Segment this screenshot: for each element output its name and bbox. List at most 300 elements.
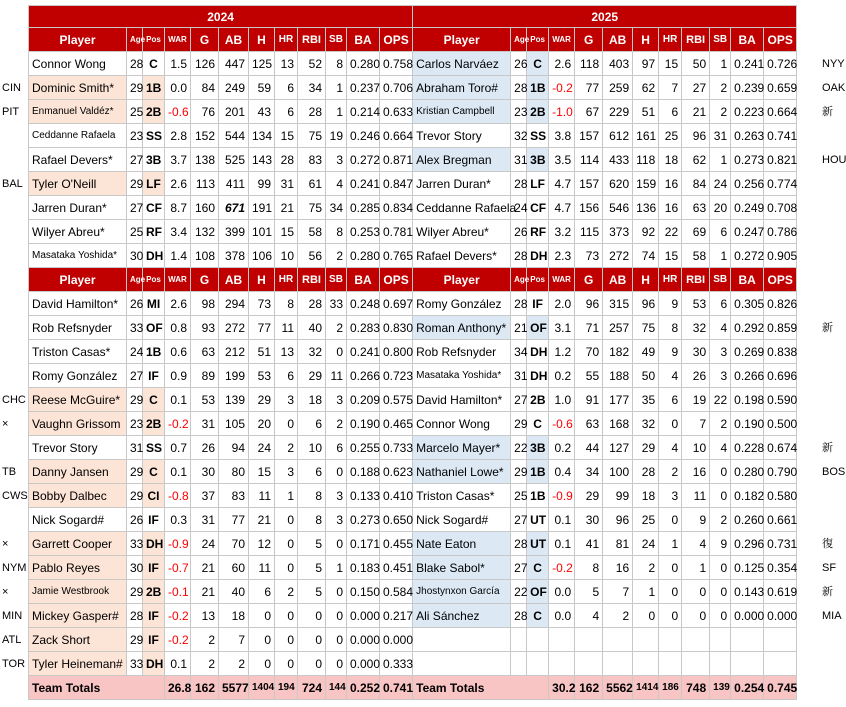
cell-ba: 0.273 [347, 508, 380, 532]
column-header: Pos [143, 268, 165, 292]
cell-age: 29 [127, 76, 143, 100]
cell-sb: 2 [326, 412, 347, 436]
column-header: SB [326, 28, 347, 52]
column-header: Age [511, 28, 527, 52]
cell-age: 26 [511, 52, 527, 76]
cell-h: 1 [633, 580, 659, 604]
cell-war: 4.7 [549, 172, 575, 196]
table-row [29, 556, 797, 580]
cell-ba: 0.241 [731, 52, 764, 76]
cell-ab: 127 [603, 436, 633, 460]
cell-ba: 0.266 [731, 364, 764, 388]
cell-age: 29 [127, 580, 143, 604]
cell-h: 51 [249, 340, 275, 364]
cell-g: 118 [575, 52, 603, 76]
cell-ba: 0.280 [347, 52, 380, 76]
cell-hr: 0 [659, 508, 682, 532]
cell-name: Blake Sabol* [413, 556, 511, 580]
cell-age: 26 [127, 292, 143, 316]
cell-name: Marcelo Mayer* [413, 436, 511, 460]
cell-h: 20 [249, 412, 275, 436]
cell-sb: 2 [710, 100, 731, 124]
total-g: 162 [191, 676, 219, 700]
cell-h: 2 [633, 556, 659, 580]
cell-rbi [682, 652, 710, 676]
cell-age: 28 [511, 292, 527, 316]
cell-ab: 399 [219, 220, 249, 244]
cell-pos: SS [527, 124, 549, 148]
table-row [29, 244, 797, 268]
cell-war: 0.4 [549, 460, 575, 484]
team-tag-right: MIA [822, 609, 842, 622]
cell-rbi: 19 [682, 388, 710, 412]
cell-name: Ceddanne Rafaela [29, 124, 127, 148]
team-tag-right [822, 388, 845, 412]
cell-name: Tyler O'Neill [29, 172, 127, 196]
cell-rbi [682, 628, 710, 652]
cell-name: David Hamilton* [29, 292, 127, 316]
cell-war: -0.2 [549, 556, 575, 580]
cell-war: -0.2 [165, 604, 191, 628]
cell-ops: 0.821 [764, 148, 797, 172]
cell-rbi: 6 [298, 412, 326, 436]
cell-war: 0.9 [165, 364, 191, 388]
cell-name: Trevor Story [29, 436, 127, 460]
cell-h: 92 [633, 220, 659, 244]
cell-ab: 7 [219, 628, 249, 652]
cell-name: Rafael Devers* [29, 148, 127, 172]
cell-war [549, 628, 575, 652]
cell-g [575, 628, 603, 652]
team-totals-row [29, 676, 797, 700]
cell-ops: 0.000 [380, 628, 413, 652]
cell-name: Triston Casas* [413, 484, 511, 508]
cell-name: Ceddanne Rafaela [413, 196, 511, 220]
cell-ab: 40 [219, 580, 249, 604]
cell-h: 143 [249, 148, 275, 172]
cell-sb: 1 [326, 556, 347, 580]
column-header: BA [347, 28, 380, 52]
cell-age: 27 [127, 364, 143, 388]
team-tag-left [0, 244, 30, 268]
cell-pos: OF [527, 580, 549, 604]
cell-ops: 0.733 [380, 436, 413, 460]
cell-sb: 2 [326, 316, 347, 340]
cell-sb: 0 [326, 652, 347, 676]
column-header: Player [29, 28, 127, 52]
column-header: RBI [682, 28, 710, 52]
year-header: 2024 [29, 6, 413, 28]
cell-name: Romy González [29, 364, 127, 388]
cell-ops: 0.633 [380, 100, 413, 124]
cell-ops: 0.650 [380, 508, 413, 532]
cell-g: 96 [575, 292, 603, 316]
cell-ops: 0.723 [380, 364, 413, 388]
cell-ab: 620 [603, 172, 633, 196]
cell-name: Jamie Westbrook [29, 580, 127, 604]
cell-ab: 315 [603, 292, 633, 316]
column-header: RBI [298, 28, 326, 52]
cell-sb: 0 [326, 340, 347, 364]
cell-war: -0.6 [549, 412, 575, 436]
team-tag-right: BOS [822, 465, 846, 478]
cell-ops: 0.354 [764, 556, 797, 580]
cell-h: 51 [633, 100, 659, 124]
column-header: WAR [549, 268, 575, 292]
team-tag-left [0, 340, 30, 364]
cell-age: 27 [127, 196, 143, 220]
cell-ops: 0.580 [764, 484, 797, 508]
cell-g: 71 [575, 316, 603, 340]
cell-rbi: 10 [682, 436, 710, 460]
cell-rbi: 96 [682, 124, 710, 148]
cell-war [549, 652, 575, 676]
column-header: Player [413, 268, 511, 292]
cell-ba: 0.241 [347, 172, 380, 196]
cell-sb: 0 [710, 460, 731, 484]
cell-ops: 0.333 [380, 652, 413, 676]
cell-name: Connor Wong [29, 52, 127, 76]
cell-ab: 199 [219, 364, 249, 388]
column-header: AB [603, 28, 633, 52]
cell-pos: IF [143, 556, 165, 580]
cell-hr: 1 [275, 484, 298, 508]
cell-pos: 1B [143, 76, 165, 100]
cell-hr: 0 [275, 532, 298, 556]
cell-ba: 0.296 [731, 532, 764, 556]
cell-name: Nathaniel Lowe* [413, 460, 511, 484]
cell-ba: 0.000 [347, 604, 380, 628]
cell-ops: 0.830 [380, 316, 413, 340]
cell-hr: 6 [275, 76, 298, 100]
cell-age: 29 [127, 484, 143, 508]
cell-h: 18 [633, 484, 659, 508]
cell-name: Romy González [413, 292, 511, 316]
column-header: WAR [165, 28, 191, 52]
cell-age: 28 [511, 172, 527, 196]
cell-hr: 15 [275, 220, 298, 244]
cell-h: 49 [633, 340, 659, 364]
cell-name: Masataka Yoshida* [413, 364, 511, 388]
cell-sb: 19 [326, 124, 347, 148]
team-tag-right: 新 [822, 105, 833, 118]
cell-pos [527, 652, 549, 676]
table-row [29, 76, 797, 100]
cell-hr: 0 [275, 556, 298, 580]
cell-g: 2 [191, 652, 219, 676]
cell-sb: 4 [326, 172, 347, 196]
cell-age: 32 [511, 124, 527, 148]
cell-age: 33 [127, 652, 143, 676]
team-tag-left: ATL [2, 633, 22, 646]
cell-g: 31 [191, 508, 219, 532]
column-header: Pos [143, 28, 165, 52]
cell-ops: 0.584 [380, 580, 413, 604]
cell-hr: 0 [275, 652, 298, 676]
cell-ab [603, 628, 633, 652]
cell-ab: 100 [603, 460, 633, 484]
cell-name: Triston Casas* [29, 340, 127, 364]
cell-g: 108 [191, 244, 219, 268]
cell-hr: 4 [659, 364, 682, 388]
cell-hr: 31 [275, 172, 298, 196]
cell-sb: 2 [710, 508, 731, 532]
cell-h: 101 [249, 220, 275, 244]
table-row [29, 532, 797, 556]
cell-sb: 1 [326, 100, 347, 124]
cell-h: 11 [249, 484, 275, 508]
cell-age: 28 [511, 604, 527, 628]
cell-rbi: 9 [682, 508, 710, 532]
cell-war: -0.2 [165, 628, 191, 652]
team-tag-left [0, 148, 30, 172]
cell-sb: 0 [326, 532, 347, 556]
cell-g: 37 [191, 484, 219, 508]
cell-rbi: 75 [298, 124, 326, 148]
cell-war: 2.3 [549, 244, 575, 268]
cell-sb: 8 [326, 220, 347, 244]
cell-g: 53 [191, 388, 219, 412]
cell-pos: 2B [527, 388, 549, 412]
cell-rbi: 50 [682, 52, 710, 76]
cell-rbi: 0 [682, 604, 710, 628]
cell-hr: 6 [659, 100, 682, 124]
cell-name: Kristian Campbell [413, 100, 511, 124]
cell-sb: 2 [710, 76, 731, 100]
cell-sb: 1 [710, 148, 731, 172]
cell-hr: 4 [659, 436, 682, 460]
cell-hr: 9 [659, 340, 682, 364]
cell-age: 26 [127, 508, 143, 532]
cell-hr: 0 [659, 412, 682, 436]
column-header: G [575, 28, 603, 52]
column-header-row [29, 268, 797, 292]
cell-ab: 96 [603, 508, 633, 532]
total-h: 1414 [633, 676, 659, 700]
cell-ba: 0.248 [347, 292, 380, 316]
cell-ab: 447 [219, 52, 249, 76]
table-row [29, 316, 797, 340]
cell-sb: 3 [710, 340, 731, 364]
cell-ab: 272 [219, 316, 249, 340]
cell-h: 0 [633, 604, 659, 628]
cell-h: 50 [633, 364, 659, 388]
cell-g: 13 [191, 604, 219, 628]
cell-war: -0.2 [165, 412, 191, 436]
cell-hr: 0 [659, 580, 682, 604]
table-row [29, 628, 797, 652]
cell-g: 29 [575, 484, 603, 508]
cell-g: 77 [575, 76, 603, 100]
cell-h: 125 [249, 52, 275, 76]
cell-ops: 0.451 [380, 556, 413, 580]
cell-h: 11 [249, 556, 275, 580]
cell-name: Bobby Dalbec [29, 484, 127, 508]
cell-rbi: 28 [298, 292, 326, 316]
cell-hr: 2 [275, 436, 298, 460]
cell-ba [731, 652, 764, 676]
cell-hr: 16 [659, 196, 682, 220]
cell-war: 8.7 [165, 196, 191, 220]
cell-rbi: 0 [298, 652, 326, 676]
column-header: HR [275, 28, 298, 52]
column-header: OPS [380, 268, 413, 292]
cell-pos: C [143, 52, 165, 76]
cell-g: 63 [575, 412, 603, 436]
cell-war: 2.6 [165, 292, 191, 316]
cell-h: 6 [249, 580, 275, 604]
cell-pos: DH [143, 244, 165, 268]
team-tag-right [822, 220, 845, 244]
total-ab: 5577 [219, 676, 249, 700]
cell-sb: 0 [710, 556, 731, 580]
cell-h: 24 [633, 532, 659, 556]
column-header: BA [731, 268, 764, 292]
cell-sb: 8 [326, 52, 347, 76]
team-tag-right [822, 364, 845, 388]
cell-hr: 0 [275, 508, 298, 532]
cell-ab: 373 [603, 220, 633, 244]
team-tag-left [0, 364, 30, 388]
team-tag-left: × [2, 417, 9, 430]
cell-h [633, 628, 659, 652]
cell-ba: 0.260 [731, 508, 764, 532]
cell-sb: 3 [326, 148, 347, 172]
cell-g: 41 [575, 532, 603, 556]
totals-label: Team Totals [29, 676, 165, 700]
cell-h: 53 [249, 364, 275, 388]
cell-hr: 13 [275, 52, 298, 76]
cell-rbi: 0 [298, 628, 326, 652]
cell-rbi: 61 [298, 172, 326, 196]
column-header: OPS [764, 268, 797, 292]
cell-age: 31 [127, 436, 143, 460]
cell-war: -0.9 [165, 532, 191, 556]
column-header: HR [659, 268, 682, 292]
cell-sb: 34 [326, 196, 347, 220]
cell-ops: 0.800 [380, 340, 413, 364]
cell-name: Wilyer Abreu* [413, 220, 511, 244]
cell-pos: 2B [143, 100, 165, 124]
team-tag-right: NYY [822, 57, 845, 70]
column-header: G [191, 268, 219, 292]
team-tag-left: PIT [2, 105, 20, 118]
cell-age: 30 [127, 556, 143, 580]
cell-ops: 0.619 [764, 580, 797, 604]
cell-rbi: 30 [682, 340, 710, 364]
cell-g: 5 [575, 580, 603, 604]
cell-rbi: 29 [298, 364, 326, 388]
cell-rbi: 83 [298, 148, 326, 172]
cell-ba: 0.228 [731, 436, 764, 460]
table-row [29, 292, 797, 316]
cell-h: 75 [633, 316, 659, 340]
cell-war: 3.7 [165, 148, 191, 172]
total-war: 26.8 [165, 676, 191, 700]
cell-ops: 0.000 [764, 604, 797, 628]
team-tag-right: 復 [822, 537, 833, 550]
cell-hr: 9 [659, 292, 682, 316]
cell-sb: 0 [710, 604, 731, 628]
team-tag-left: CIN [2, 81, 21, 94]
totals-label: Team Totals [413, 676, 549, 700]
team-tag-right: SF [822, 561, 837, 574]
cell-age: 29 [127, 628, 143, 652]
cell-hr: 13 [275, 340, 298, 364]
cell-g: 113 [191, 172, 219, 196]
cell-hr: 15 [659, 244, 682, 268]
column-header: Age [127, 28, 143, 52]
cell-age: 28 [127, 52, 143, 76]
cell-age: 29 [511, 460, 527, 484]
cell-ab: 70 [219, 532, 249, 556]
cell-ab: 168 [603, 412, 633, 436]
cell-name: Enmanuel Valdéz* [29, 100, 127, 124]
cell-name [413, 652, 511, 676]
cell-ops: 0.664 [764, 100, 797, 124]
cell-ba: 0.285 [347, 196, 380, 220]
cell-h: 43 [249, 100, 275, 124]
column-header: OPS [380, 28, 413, 52]
cell-pos: C [143, 460, 165, 484]
cell-h: 0 [249, 604, 275, 628]
cell-ab: 18 [219, 604, 249, 628]
cell-ba: 0.249 [731, 196, 764, 220]
cell-ba: 0.283 [347, 316, 380, 340]
cell-name: Jarren Duran* [29, 196, 127, 220]
table-row [29, 196, 797, 220]
cell-pos: 3B [143, 148, 165, 172]
cell-ab [603, 652, 633, 676]
cell-h: 96 [633, 292, 659, 316]
cell-ab: 229 [603, 100, 633, 124]
cell-war: 0.7 [165, 436, 191, 460]
cell-name: Dominic Smith* [29, 76, 127, 100]
cell-ab: 2 [603, 604, 633, 628]
team-tag-left [0, 508, 30, 532]
cell-g: 30 [575, 508, 603, 532]
cell-ops: 0.696 [764, 364, 797, 388]
cell-rbi: 10 [298, 436, 326, 460]
cell-rbi: 56 [298, 244, 326, 268]
cell-pos: DH [527, 244, 549, 268]
cell-age: 27 [127, 148, 143, 172]
cell-hr: 0 [659, 556, 682, 580]
column-header: Age [511, 268, 527, 292]
cell-age: 28 [511, 532, 527, 556]
cell-g: 115 [575, 220, 603, 244]
cell-ab: 80 [219, 460, 249, 484]
cell-ab: 411 [219, 172, 249, 196]
cell-g: 4 [575, 604, 603, 628]
total-sb: 139 [710, 676, 731, 700]
cell-pos: 1B [527, 460, 549, 484]
column-header: H [249, 28, 275, 52]
column-header: G [575, 268, 603, 292]
cell-ab: 188 [603, 364, 633, 388]
cell-ops: 0.465 [380, 412, 413, 436]
column-header: AB [219, 28, 249, 52]
cell-sb: 6 [710, 220, 731, 244]
cell-ops: 0.790 [764, 460, 797, 484]
table-row [29, 604, 797, 628]
cell-rbi: 32 [298, 340, 326, 364]
column-header: HR [659, 28, 682, 52]
cell-war: -0.8 [165, 484, 191, 508]
cell-name: Rafael Devers* [413, 244, 511, 268]
cell-ops: 0.664 [380, 124, 413, 148]
cell-age: 29 [127, 388, 143, 412]
